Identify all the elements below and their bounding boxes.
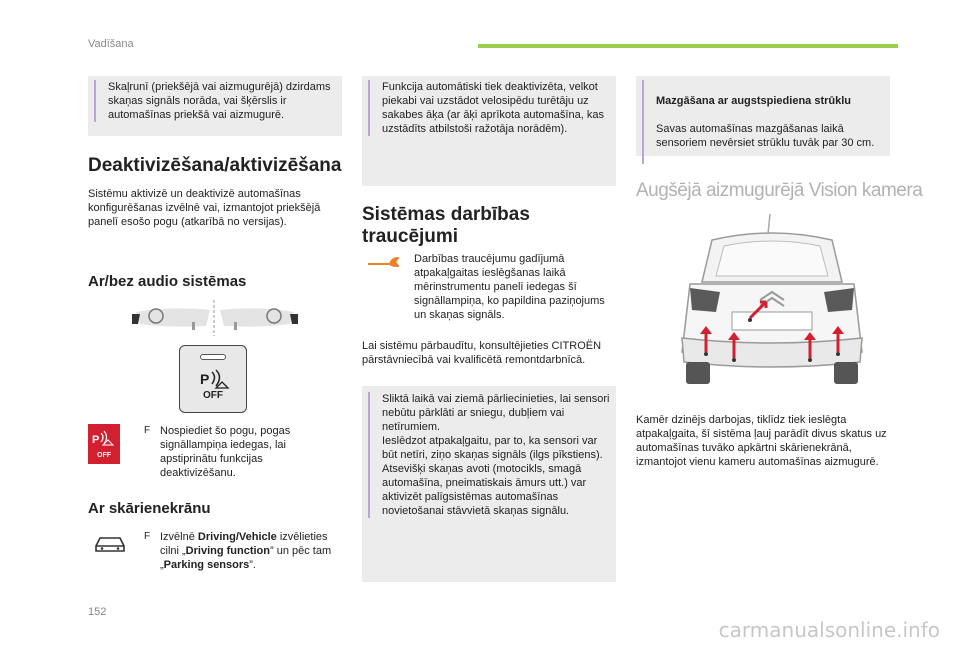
page-number: 152 (88, 606, 107, 618)
off-label-white: OFF (97, 452, 111, 459)
heading-camera: Augšējā aizmugurējā Vision kamera (636, 180, 923, 201)
rear-car-illustration (672, 212, 872, 388)
note-weather (362, 386, 616, 582)
wrench-icon (366, 254, 402, 270)
bullet2-mid1: izvēlieties cilni „ (160, 531, 328, 557)
bullet-touchscreen (144, 530, 334, 572)
bullet2-end: ”. (249, 559, 256, 571)
bullet-mark: F (144, 531, 151, 542)
parking-sensor-icon (198, 368, 230, 390)
bullet-mark: F (144, 425, 151, 436)
park-off-warning-icon (88, 424, 120, 464)
subheading-audio: Ar/bez audio sistēmas (88, 273, 247, 290)
note-high-pressure (636, 76, 890, 156)
car-icon (92, 534, 128, 554)
bullet2-pre: Izvēlnē (160, 531, 198, 543)
note-trailer (362, 76, 616, 186)
parking-sensor-icon-white (92, 430, 116, 448)
svg-text:P: P (200, 371, 210, 387)
bullet2-mid2: ” un pēc tam „ (160, 545, 332, 571)
svg-text:P: P (92, 434, 100, 446)
note-body: Savas automašīnas mazgāšanas laikā sensoriem nevērsiet strūklu tuvāk par 30 cm. (656, 123, 875, 149)
deactivation-paragraph: Sistēmu aktivizē un deaktivizē automašīnas konfigurēšanas izvēlnē vai, izmantojot priekšējā panelī esošo pogu (atkarībā no versijas). (88, 188, 321, 228)
section-label: Vadīšana (88, 38, 134, 50)
bullet-text: Nospiediet šo pogu, pogas signāllampiņa iedegas, lai apstiprinātu funkcijas deaktivizēšanu. (160, 425, 291, 479)
off-label: OFF (203, 390, 223, 401)
menu-name: Driving/Vehicle (197, 531, 277, 543)
header-accent-line (478, 44, 898, 48)
warning-text: Darbības traucējumu gadījumā atpakaļgaitas ieslēgšanas laikā mērinstrumentu panelī iedegas šī signāllampiņa, ko papildina paziņojums un skaņas signāls. (414, 253, 605, 321)
bullet-press-button (144, 424, 334, 480)
dashboard-illustration (130, 298, 300, 338)
note-text: Funkcija automātiski tiek deaktivizēta, velkot piekabi vai uzstādot velosipēdu turētāju uz sakabes āķa (ar āķi aprīkota automašīna, kas uzstādīts atbilstoši ražotāja norādēm). (368, 80, 610, 136)
park-assist-off-button (179, 345, 247, 413)
camera-paragraph: Kamēr dzinējs darbojas, tiklīdz tiek ieslēgta atpakaļgaita, šī sistēma ļauj parādīt divus skatus uz automašīnas tuvāko apkārtni skārienekrānā, izmantojot vienu kameru automašīnas aizmugurē. (636, 414, 887, 468)
note-speaker (88, 76, 342, 136)
note-text: Skaļrunī (priekšējā vai aizmugurējā) dzirdams skaņas signāls norāda, vai šķērslis ir automašīnas priekšā vai aizmugurē. (94, 80, 336, 122)
note-text: Sliktā laikā vai ziemā pārliecinieties, lai sensori nebūtu pārklāti ar sniegu, dubļiem vai netīrumiem. Ieslēdzot atpakaļgaitu, par to, ka sensori var būt netīri, ziņo skaņas signāls (ilgs pīkstiens). Atsevišķi skaņas avoti (motocikls, smagā automašīna, pneimatiskais āmurs utt.) var aktivizēt palīgsistēmas automašīnas novietošanai stāvvietā skaņas signālu. (368, 392, 610, 518)
check-text: Lai sistēmu pārbaudītu, konsultējieties CITROËN pārstāvniecībā vai kvalificētā remontdarbnīcā. (362, 340, 602, 366)
indicator-led (200, 354, 226, 360)
option-name: Parking sensors (163, 559, 250, 571)
heading-malfunctions: Sistēmas darbības traucējumi (362, 204, 530, 247)
tab-name: Driving function (185, 545, 270, 557)
note-title: Mazgāšana ar augstspiediena strūklu (656, 95, 852, 107)
watermark: carmanualsonline.info (718, 618, 940, 642)
heading-deactivation: Deaktivizēšana/aktivizēšana (88, 155, 342, 176)
subheading-touchscreen: Ar skārienekrānu (88, 500, 211, 517)
